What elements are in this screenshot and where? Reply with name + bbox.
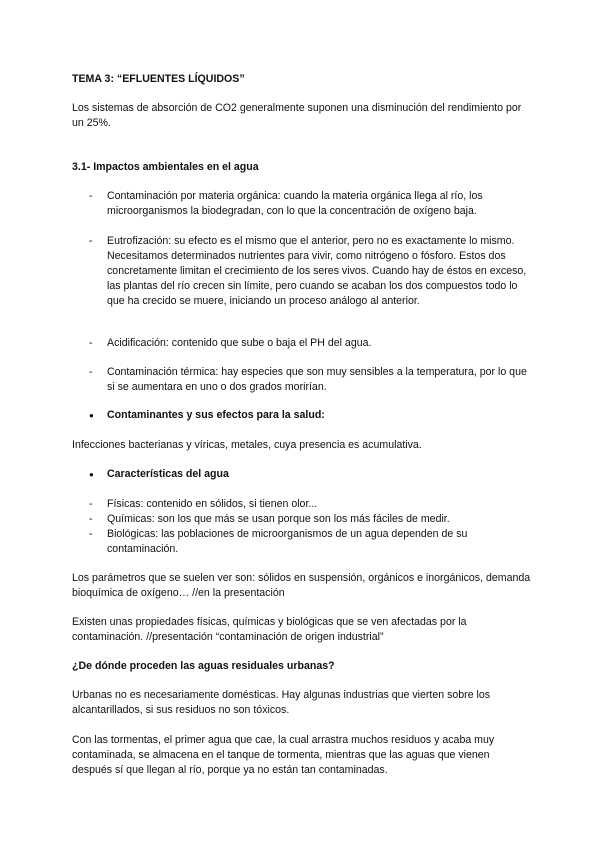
contaminants-paragraph: Infecciones bacterianas y víricas, metales, cuya presencia es acumulativa. bbox=[72, 439, 422, 451]
parameters-paragraph: Los parámetros que se suelen ver son: sólidos en suspensión, orgánicos e inorgánicos, demanda bioquímica de oxígeno… //en la presentación bbox=[72, 572, 531, 599]
document-title: TEMA 3: “EFLUENTES LÍQUIDOS” bbox=[72, 73, 245, 85]
list-item-thermal: Contaminación térmica: hay especies que son muy sensibles a la temperatura, por lo que si se aumentara en uno o dos grados morirían. bbox=[107, 366, 527, 393]
list-item-acidification: Acidificación: contenido que sube o baja el PH del agua. bbox=[107, 337, 372, 349]
list-dash: - bbox=[89, 337, 93, 349]
properties-paragraph: Existen unas propiedades físicas, químicas y biológicas que se ven afectadas por la contaminación. //presentación “contaminación de origen industrial” bbox=[72, 616, 467, 643]
list-dash: - bbox=[89, 513, 93, 525]
list-dash: - bbox=[89, 528, 93, 540]
list-item-physical: Físicas: contenido en sólidos, si tienen olor... bbox=[107, 498, 318, 510]
storm-paragraph: Con las tormentas, el primer agua que cae, la cual arrastra muchos residuos y acaba muy contaminada, se almacena en el tanque de tormenta, mientras que las aguas que vienen después sí que llegan al río, porque ya no están tan contaminadas. bbox=[72, 734, 495, 776]
bullet-heading-contaminants: Contaminantes y sus efectos para la salud: bbox=[107, 409, 325, 421]
list-dash: - bbox=[89, 366, 93, 378]
list-item-eutrophication: Eutrofización: su efecto es el mismo que el anterior, pero no es exactamente lo mismo. Necesitamos determinados nutrientes para vivir, como nitrógeno o fósforo. Estos dos concretamente limitan el crecimiento de los seres vivos. Cuando hay de éstos en exceso, las plantas del río crecen sin límite, pero cuando se acaban los dos compuestos todo lo que ha crecido se muere, iniciando un proceso análogo al anterior. bbox=[107, 235, 527, 307]
urban-paragraph: Urbanas no es necesariamente domésticas. Hay algunas industrias que vierten sobre los alcantarillados, si sus residuos no son tóxicos. bbox=[72, 689, 491, 716]
list-dash: - bbox=[89, 498, 93, 510]
bullet-heading-characteristics: Características del agua bbox=[107, 468, 229, 480]
list-dash: - bbox=[89, 235, 93, 247]
list-item-biological: Biológicas: las poblaciones de microorganismos de un agua dependen de su contaminación. bbox=[107, 528, 468, 555]
section-heading: 3.1- Impactos ambientales en el agua bbox=[72, 161, 259, 173]
list-dash: - bbox=[89, 190, 93, 202]
bullet-dot: ● bbox=[89, 470, 94, 479]
list-item-organic: Contaminación por materia orgánica: cuando la materia orgánica llega al río, los microorganismos la biodegradan, con lo que la concentración de oxígeno baja. bbox=[107, 190, 483, 217]
question-heading: ¿De dónde proceden las aguas residuales urbanas? bbox=[72, 660, 335, 672]
intro-paragraph: Los sistemas de absorción de CO2 generalmente suponen una disminución del rendimiento por un 25%. bbox=[72, 102, 522, 129]
list-item-chemical: Químicas: son los que más se usan porque son los más fáciles de medir. bbox=[107, 513, 450, 525]
bullet-dot: ● bbox=[89, 411, 94, 420]
